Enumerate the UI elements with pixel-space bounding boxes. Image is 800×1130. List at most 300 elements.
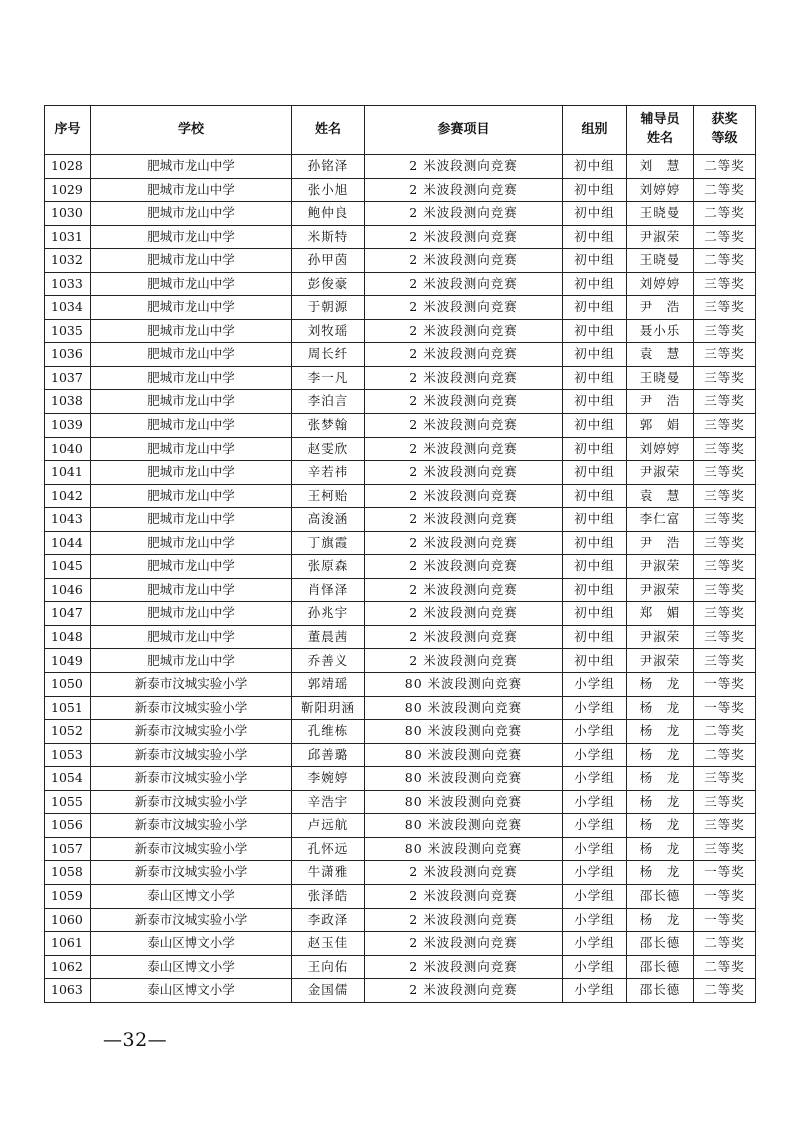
- school-cell: 新泰市汶城实验小学: [91, 673, 292, 697]
- student-name-cell: 刘牧瑶: [292, 319, 365, 343]
- advisor-cell: 尹 浩: [627, 531, 694, 555]
- row-number-cell: 1062: [45, 955, 91, 979]
- student-name-cell: 于朝源: [292, 296, 365, 320]
- student-name-cell: 丁旗霞: [292, 531, 365, 555]
- table-row: [45, 461, 756, 485]
- award-level-cell: 三等奖: [694, 814, 756, 838]
- advisor-cell: 尹淑荣: [627, 625, 694, 649]
- table-row: [45, 884, 756, 908]
- table-row: [45, 155, 756, 179]
- table-row: [45, 955, 756, 979]
- table-row: [45, 908, 756, 932]
- award-level-cell: 一等奖: [694, 884, 756, 908]
- student-name-cell: 赵玉佳: [292, 932, 365, 956]
- student-name-cell: 牛潇雅: [292, 861, 365, 885]
- student-name-cell: 孙铭泽: [292, 155, 365, 179]
- advisor-cell: 尹 浩: [627, 390, 694, 414]
- school-cell: 泰山区博文小学: [91, 932, 292, 956]
- advisor-cell: 刘婷婷: [627, 272, 694, 296]
- school-cell: 泰山区博文小学: [91, 884, 292, 908]
- group-cell: 初中组: [563, 225, 627, 249]
- table-row: [45, 790, 756, 814]
- student-name-cell: 张梦翰: [292, 414, 365, 438]
- event-cell: 2 米波段测向竞赛: [365, 414, 563, 438]
- row-number-cell: 1050: [45, 673, 91, 697]
- event-cell: 80 米波段测向竞赛: [365, 743, 563, 767]
- group-cell: 初中组: [563, 625, 627, 649]
- student-name-cell: 鲍仲良: [292, 202, 365, 226]
- table-row: [45, 743, 756, 767]
- student-name-cell: 孔怀远: [292, 837, 365, 861]
- advisor-cell: 邵长德: [627, 955, 694, 979]
- table-row: [45, 578, 756, 602]
- student-name-cell: 李政泽: [292, 908, 365, 932]
- row-number-cell: 1051: [45, 696, 91, 720]
- group-cell: 初中组: [563, 555, 627, 579]
- award-level-cell: 三等奖: [694, 319, 756, 343]
- table-row: [45, 861, 756, 885]
- table-row: [45, 414, 756, 438]
- row-number-cell: 1060: [45, 908, 91, 932]
- award-level-cell: 三等奖: [694, 625, 756, 649]
- event-cell: 2 米波段测向竞赛: [365, 555, 563, 579]
- school-cell: 新泰市汶城实验小学: [91, 743, 292, 767]
- event-cell: 2 米波段测向竞赛: [365, 861, 563, 885]
- row-number-cell: 1037: [45, 366, 91, 390]
- group-cell: 初中组: [563, 296, 627, 320]
- advisor-cell: 郭 娟: [627, 414, 694, 438]
- row-number-cell: 1039: [45, 414, 91, 438]
- table-row: [45, 508, 756, 532]
- row-number-cell: 1052: [45, 720, 91, 744]
- row-number-cell: 1049: [45, 649, 91, 673]
- award-level-cell: 三等奖: [694, 578, 756, 602]
- event-cell: 2 米波段测向竞赛: [365, 319, 563, 343]
- page-number: —32—: [103, 1029, 168, 1051]
- school-cell: 肥城市龙山中学: [91, 649, 292, 673]
- award-level-cell: 二等奖: [694, 155, 756, 179]
- header-school: 学校: [91, 106, 292, 155]
- school-cell: 肥城市龙山中学: [91, 249, 292, 273]
- student-name-cell: 李泊言: [292, 390, 365, 414]
- award-level-cell: 三等奖: [694, 508, 756, 532]
- school-cell: 新泰市汶城实验小学: [91, 720, 292, 744]
- table-row: [45, 979, 756, 1003]
- group-cell: 小学组: [563, 861, 627, 885]
- school-cell: 肥城市龙山中学: [91, 178, 292, 202]
- award-level-cell: 一等奖: [694, 861, 756, 885]
- row-number-cell: 1047: [45, 602, 91, 626]
- advisor-cell: 杨 龙: [627, 837, 694, 861]
- school-cell: 新泰市汶城实验小学: [91, 814, 292, 838]
- group-cell: 小学组: [563, 814, 627, 838]
- row-number-cell: 1036: [45, 343, 91, 367]
- award-level-cell: 三等奖: [694, 602, 756, 626]
- header-group: 组别: [563, 106, 627, 155]
- school-cell: 新泰市汶城实验小学: [91, 861, 292, 885]
- award-level-cell: 二等奖: [694, 202, 756, 226]
- award-level-cell: 二等奖: [694, 979, 756, 1003]
- student-name-cell: 董晨茜: [292, 625, 365, 649]
- advisor-cell: 刘婷婷: [627, 178, 694, 202]
- school-cell: 新泰市汶城实验小学: [91, 696, 292, 720]
- award-level-cell: 三等奖: [694, 296, 756, 320]
- student-name-cell: 张小旭: [292, 178, 365, 202]
- row-number-cell: 1045: [45, 555, 91, 579]
- student-name-cell: 邱善璐: [292, 743, 365, 767]
- award-level-cell: 一等奖: [694, 673, 756, 697]
- event-cell: 2 米波段测向竞赛: [365, 272, 563, 296]
- award-level-cell: 三等奖: [694, 555, 756, 579]
- table-row: [45, 272, 756, 296]
- row-number-cell: 1038: [45, 390, 91, 414]
- student-name-cell: 李婉婷: [292, 767, 365, 791]
- table-row: [45, 225, 756, 249]
- table-header-row: [45, 106, 756, 155]
- group-cell: 初中组: [563, 249, 627, 273]
- advisor-cell: 李仁富: [627, 508, 694, 532]
- school-cell: 肥城市龙山中学: [91, 202, 292, 226]
- student-name-cell: 周长纤: [292, 343, 365, 367]
- header-award: 获奖 等级: [694, 106, 756, 155]
- school-cell: 肥城市龙山中学: [91, 508, 292, 532]
- school-cell: 肥城市龙山中学: [91, 366, 292, 390]
- advisor-cell: 杨 龙: [627, 790, 694, 814]
- table-row: [45, 814, 756, 838]
- advisor-cell: 刘 慧: [627, 155, 694, 179]
- advisor-cell: 尹淑荣: [627, 578, 694, 602]
- table-row: [45, 202, 756, 226]
- table-row: [45, 319, 756, 343]
- award-level-cell: 二等奖: [694, 249, 756, 273]
- student-name-cell: 乔善义: [292, 649, 365, 673]
- event-cell: 2 米波段测向竞赛: [365, 437, 563, 461]
- school-cell: 肥城市龙山中学: [91, 484, 292, 508]
- group-cell: 初中组: [563, 390, 627, 414]
- row-number-cell: 1034: [45, 296, 91, 320]
- row-number-cell: 1048: [45, 625, 91, 649]
- award-level-cell: 三等奖: [694, 767, 756, 791]
- row-number-cell: 1035: [45, 319, 91, 343]
- row-number-cell: 1063: [45, 979, 91, 1003]
- group-cell: 小学组: [563, 979, 627, 1003]
- award-level-cell: 三等奖: [694, 414, 756, 438]
- group-cell: 初中组: [563, 414, 627, 438]
- table-row: [45, 484, 756, 508]
- advisor-cell: 尹淑荣: [627, 555, 694, 579]
- table-row: [45, 602, 756, 626]
- row-number-cell: 1054: [45, 767, 91, 791]
- advisor-cell: 王晓曼: [627, 249, 694, 273]
- award-level-cell: 二等奖: [694, 955, 756, 979]
- event-cell: 2 米波段测向竞赛: [365, 202, 563, 226]
- row-number-cell: 1057: [45, 837, 91, 861]
- advisor-cell: 杨 龙: [627, 814, 694, 838]
- group-cell: 初中组: [563, 649, 627, 673]
- event-cell: 2 米波段测向竞赛: [365, 602, 563, 626]
- group-cell: 小学组: [563, 767, 627, 791]
- award-level-cell: 三等奖: [694, 531, 756, 555]
- advisor-cell: 聂小乐: [627, 319, 694, 343]
- advisor-cell: 王晓曼: [627, 366, 694, 390]
- advisor-cell: 袁 慧: [627, 484, 694, 508]
- row-number-cell: 1041: [45, 461, 91, 485]
- award-level-cell: 二等奖: [694, 743, 756, 767]
- award-level-cell: 一等奖: [694, 696, 756, 720]
- event-cell: 2 米波段测向竞赛: [365, 296, 563, 320]
- group-cell: 小学组: [563, 908, 627, 932]
- award-level-cell: 二等奖: [694, 225, 756, 249]
- school-cell: 新泰市汶城实验小学: [91, 767, 292, 791]
- student-name-cell: 孙兆宇: [292, 602, 365, 626]
- advisor-cell: 杨 龙: [627, 743, 694, 767]
- event-cell: 2 米波段测向竞赛: [365, 461, 563, 485]
- group-cell: 初中组: [563, 461, 627, 485]
- group-cell: 初中组: [563, 202, 627, 226]
- award-level-cell: 一等奖: [694, 908, 756, 932]
- results-table: [44, 105, 756, 1003]
- event-cell: 80 米波段测向竞赛: [365, 837, 563, 861]
- group-cell: 初中组: [563, 366, 627, 390]
- advisor-cell: 袁 慧: [627, 343, 694, 367]
- award-level-cell: 三等奖: [694, 390, 756, 414]
- table-row: [45, 932, 756, 956]
- award-level-cell: 三等奖: [694, 484, 756, 508]
- advisor-cell: 杨 龙: [627, 720, 694, 744]
- advisor-cell: 邵长德: [627, 884, 694, 908]
- event-cell: 2 米波段测向竞赛: [365, 884, 563, 908]
- award-level-cell: 三等奖: [694, 649, 756, 673]
- student-name-cell: 卢远航: [292, 814, 365, 838]
- table-row: [45, 696, 756, 720]
- award-level-cell: 三等奖: [694, 837, 756, 861]
- row-number-cell: 1058: [45, 861, 91, 885]
- row-number-cell: 1030: [45, 202, 91, 226]
- event-cell: 2 米波段测向竞赛: [365, 955, 563, 979]
- table-row: [45, 249, 756, 273]
- school-cell: 肥城市龙山中学: [91, 155, 292, 179]
- table-row: [45, 366, 756, 390]
- advisor-cell: 尹淑荣: [627, 225, 694, 249]
- school-cell: 泰山区博文小学: [91, 979, 292, 1003]
- school-cell: 肥城市龙山中学: [91, 437, 292, 461]
- student-name-cell: 孔维栋: [292, 720, 365, 744]
- event-cell: 80 米波段测向竞赛: [365, 720, 563, 744]
- school-cell: 肥城市龙山中学: [91, 390, 292, 414]
- row-number-cell: 1046: [45, 578, 91, 602]
- advisor-cell: 杨 龙: [627, 908, 694, 932]
- row-number-cell: 1028: [45, 155, 91, 179]
- advisor-cell: 尹 浩: [627, 296, 694, 320]
- row-number-cell: 1031: [45, 225, 91, 249]
- advisor-cell: 尹淑荣: [627, 461, 694, 485]
- table-row: [45, 296, 756, 320]
- table-row: [45, 555, 756, 579]
- advisor-cell: 杨 龙: [627, 696, 694, 720]
- group-cell: 初中组: [563, 178, 627, 202]
- school-cell: 肥城市龙山中学: [91, 225, 292, 249]
- group-cell: 初中组: [563, 578, 627, 602]
- event-cell: 80 米波段测向竞赛: [365, 673, 563, 697]
- event-cell: 2 米波段测向竞赛: [365, 484, 563, 508]
- school-cell: 肥城市龙山中学: [91, 625, 292, 649]
- school-cell: 新泰市汶城实验小学: [91, 790, 292, 814]
- event-cell: 2 米波段测向竞赛: [365, 225, 563, 249]
- group-cell: 小学组: [563, 720, 627, 744]
- event-cell: 2 米波段测向竞赛: [365, 249, 563, 273]
- table-row: [45, 343, 756, 367]
- school-cell: 新泰市汶城实验小学: [91, 908, 292, 932]
- school-cell: 新泰市汶城实验小学: [91, 837, 292, 861]
- table-row: [45, 767, 756, 791]
- advisor-cell: 杨 龙: [627, 767, 694, 791]
- row-number-cell: 1033: [45, 272, 91, 296]
- student-name-cell: 王向佑: [292, 955, 365, 979]
- row-number-cell: 1055: [45, 790, 91, 814]
- event-cell: 2 米波段测向竞赛: [365, 625, 563, 649]
- row-number-cell: 1029: [45, 178, 91, 202]
- student-name-cell: 孙甲茵: [292, 249, 365, 273]
- row-number-cell: 1040: [45, 437, 91, 461]
- event-cell: 80 米波段测向竞赛: [365, 767, 563, 791]
- event-cell: 2 米波段测向竞赛: [365, 908, 563, 932]
- group-cell: 初中组: [563, 272, 627, 296]
- group-cell: 初中组: [563, 155, 627, 179]
- event-cell: 80 米波段测向竞赛: [365, 814, 563, 838]
- header-event: 参赛项目: [365, 106, 563, 155]
- student-name-cell: 郭靖瑶: [292, 673, 365, 697]
- school-cell: 肥城市龙山中学: [91, 319, 292, 343]
- school-cell: 肥城市龙山中学: [91, 296, 292, 320]
- advisor-cell: 杨 龙: [627, 861, 694, 885]
- student-name-cell: 王柯贻: [292, 484, 365, 508]
- award-level-cell: 三等奖: [694, 366, 756, 390]
- award-level-cell: 三等奖: [694, 343, 756, 367]
- student-name-cell: 赵雯欣: [292, 437, 365, 461]
- award-level-cell: 二等奖: [694, 932, 756, 956]
- event-cell: 2 米波段测向竞赛: [365, 343, 563, 367]
- row-number-cell: 1056: [45, 814, 91, 838]
- group-cell: 初中组: [563, 484, 627, 508]
- student-name-cell: 金国儒: [292, 979, 365, 1003]
- table-row: [45, 390, 756, 414]
- table-row: [45, 625, 756, 649]
- student-name-cell: 辛浩宇: [292, 790, 365, 814]
- student-name-cell: 米斯特: [292, 225, 365, 249]
- row-number-cell: 1044: [45, 531, 91, 555]
- award-level-cell: 三等奖: [694, 272, 756, 296]
- table-row: [45, 837, 756, 861]
- row-number-cell: 1053: [45, 743, 91, 767]
- event-cell: 2 米波段测向竞赛: [365, 979, 563, 1003]
- event-cell: 2 米波段测向竞赛: [365, 578, 563, 602]
- advisor-cell: 郑 媚: [627, 602, 694, 626]
- student-name-cell: 彭俊豪: [292, 272, 365, 296]
- advisor-cell: 杨 龙: [627, 673, 694, 697]
- table-row: [45, 531, 756, 555]
- school-cell: 肥城市龙山中学: [91, 578, 292, 602]
- student-name-cell: 辛若祎: [292, 461, 365, 485]
- group-cell: 初中组: [563, 437, 627, 461]
- table-row: [45, 673, 756, 697]
- award-level-cell: 二等奖: [694, 720, 756, 744]
- header-no: 序号: [45, 106, 91, 155]
- school-cell: 肥城市龙山中学: [91, 343, 292, 367]
- student-name-cell: 肖怿泽: [292, 578, 365, 602]
- event-cell: 2 米波段测向竞赛: [365, 390, 563, 414]
- event-cell: 2 米波段测向竞赛: [365, 178, 563, 202]
- school-cell: 肥城市龙山中学: [91, 414, 292, 438]
- group-cell: 初中组: [563, 531, 627, 555]
- school-cell: 肥城市龙山中学: [91, 272, 292, 296]
- school-cell: 肥城市龙山中学: [91, 555, 292, 579]
- event-cell: 2 米波段测向竞赛: [365, 531, 563, 555]
- award-level-cell: 三等奖: [694, 790, 756, 814]
- event-cell: 80 米波段测向竞赛: [365, 790, 563, 814]
- table-row: [45, 178, 756, 202]
- student-name-cell: 张原森: [292, 555, 365, 579]
- event-cell: 2 米波段测向竞赛: [365, 932, 563, 956]
- group-cell: 初中组: [563, 319, 627, 343]
- school-cell: 肥城市龙山中学: [91, 461, 292, 485]
- header-advisor: 辅导员 姓名: [627, 106, 694, 155]
- table-row: [45, 649, 756, 673]
- advisor-cell: 邵长德: [627, 979, 694, 1003]
- student-name-cell: 李一凡: [292, 366, 365, 390]
- advisor-cell: 刘婷婷: [627, 437, 694, 461]
- event-cell: 2 米波段测向竞赛: [365, 155, 563, 179]
- event-cell: 80 米波段测向竞赛: [365, 696, 563, 720]
- student-name-cell: 靳阳玥涵: [292, 696, 365, 720]
- group-cell: 小学组: [563, 932, 627, 956]
- event-cell: 2 米波段测向竞赛: [365, 366, 563, 390]
- table-row: [45, 437, 756, 461]
- row-number-cell: 1042: [45, 484, 91, 508]
- event-cell: 2 米波段测向竞赛: [365, 649, 563, 673]
- group-cell: 小学组: [563, 673, 627, 697]
- award-level-cell: 三等奖: [694, 461, 756, 485]
- award-level-cell: 三等奖: [694, 437, 756, 461]
- group-cell: 初中组: [563, 343, 627, 367]
- event-cell: 2 米波段测向竞赛: [365, 508, 563, 532]
- row-number-cell: 1061: [45, 932, 91, 956]
- table-body: [45, 155, 756, 1003]
- group-cell: 小学组: [563, 790, 627, 814]
- group-cell: 小学组: [563, 955, 627, 979]
- school-cell: 泰山区博文小学: [91, 955, 292, 979]
- student-name-cell: 张泽皓: [292, 884, 365, 908]
- school-cell: 肥城市龙山中学: [91, 531, 292, 555]
- group-cell: 小学组: [563, 696, 627, 720]
- advisor-cell: 邵长德: [627, 932, 694, 956]
- group-cell: 小学组: [563, 743, 627, 767]
- header-name: 姓名: [292, 106, 365, 155]
- award-level-cell: 二等奖: [694, 178, 756, 202]
- row-number-cell: 1032: [45, 249, 91, 273]
- school-cell: 肥城市龙山中学: [91, 602, 292, 626]
- student-name-cell: 高浚涵: [292, 508, 365, 532]
- advisor-cell: 王晓曼: [627, 202, 694, 226]
- results-table-container: [44, 105, 755, 1003]
- group-cell: 小学组: [563, 837, 627, 861]
- advisor-cell: 尹淑荣: [627, 649, 694, 673]
- group-cell: 初中组: [563, 602, 627, 626]
- row-number-cell: 1059: [45, 884, 91, 908]
- group-cell: 小学组: [563, 884, 627, 908]
- row-number-cell: 1043: [45, 508, 91, 532]
- group-cell: 初中组: [563, 508, 627, 532]
- table-row: [45, 720, 756, 744]
